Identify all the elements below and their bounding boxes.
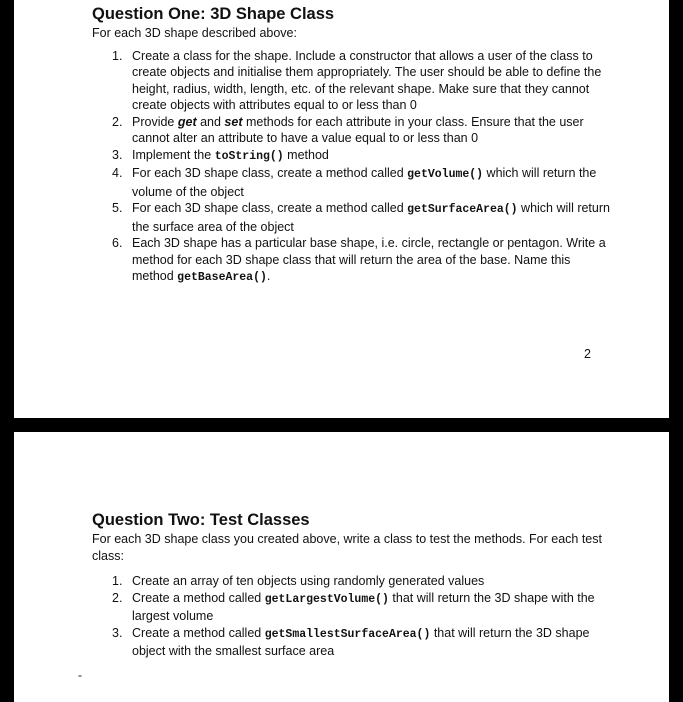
list-item-number: 1. bbox=[112, 574, 123, 588]
method-name: toString() bbox=[214, 149, 284, 163]
item-text: which will return the surface area of the object bbox=[132, 201, 610, 234]
list-item-number: 4. bbox=[112, 166, 123, 180]
item-text: methods for each attribute in your class. Ensure that the user cannot alter an attribute to have a value equal to or less than 0 bbox=[132, 114, 584, 145]
item-text: Create a method called bbox=[132, 625, 265, 640]
trailing-mark: - bbox=[78, 668, 82, 682]
list-item bbox=[92, 165, 612, 200]
item-text: Create a method called bbox=[132, 590, 265, 605]
item-text: method bbox=[283, 147, 329, 162]
method-name: getVolume() bbox=[407, 168, 484, 181]
item-text: For each 3D shape class, create a method called bbox=[132, 166, 408, 180]
item-text: Implement the bbox=[132, 147, 215, 162]
item-text: . bbox=[266, 269, 271, 283]
item-text: Create an array of ten objects using randomly generated values bbox=[132, 574, 485, 588]
emphasis-text: get bbox=[177, 114, 197, 129]
question-one-intro: For each 3D shape described above: bbox=[92, 26, 297, 40]
item-text: which will return the volume of the object bbox=[132, 166, 597, 199]
list-item-number: 3. bbox=[112, 147, 123, 162]
item-text: Provide bbox=[132, 114, 178, 129]
list-item bbox=[92, 573, 612, 590]
list-item bbox=[92, 200, 612, 235]
question-one-list bbox=[92, 48, 612, 287]
page-number: 2 bbox=[584, 347, 591, 361]
item-text: that will return the 3D shape object with the smallest surface area bbox=[132, 625, 590, 658]
question-two-section bbox=[92, 510, 612, 660]
item-text: Create a class for the shape. Include a constructor that allows a user of the class to create objects and initialise them appropriately. The user should be able to define the height, radius, width, length, etc. of the relevant shape. Make sure that they cannot create objects with attributes equal to or less than 0 bbox=[132, 48, 602, 112]
list-item bbox=[92, 48, 612, 114]
emphasis-text: set bbox=[224, 114, 243, 129]
list-item-number: 2. bbox=[112, 114, 123, 129]
list-item bbox=[92, 625, 612, 660]
question-two-title: Question Two: Test Classes bbox=[92, 511, 310, 529]
item-text: Each 3D shape has a particular base shape, i.e. circle, rectangle or pentagon. Write a method for each 3D shape class that will return the area of the base. Name this method bbox=[132, 236, 606, 283]
list-item-number: 1. bbox=[112, 48, 123, 63]
list-item bbox=[92, 114, 612, 147]
list-item-number: 3. bbox=[112, 625, 123, 640]
list-item bbox=[92, 235, 612, 287]
method-name: getSmallestSurfaceArea() bbox=[264, 627, 431, 641]
document-page-2 bbox=[14, 432, 669, 702]
method-name: getSurfaceArea() bbox=[407, 203, 518, 216]
question-two-list bbox=[92, 573, 612, 660]
item-text: For each 3D shape class, create a method called bbox=[132, 201, 408, 215]
list-item-number: 6. bbox=[112, 236, 123, 250]
list-item bbox=[92, 590, 612, 625]
method-name: getBaseArea() bbox=[177, 271, 267, 284]
list-item bbox=[92, 147, 612, 166]
item-text: that will return the 3D shape with the largest volume bbox=[132, 590, 595, 623]
question-two-intro: For each 3D shape class you created above, write a class to test the methods. For each test class: bbox=[92, 532, 602, 563]
question-one-section bbox=[92, 4, 612, 287]
item-text: and bbox=[196, 114, 225, 129]
document-page-1 bbox=[14, 0, 669, 418]
list-item-number: 2. bbox=[112, 590, 123, 605]
list-item-number: 5. bbox=[112, 201, 123, 215]
method-name: getLargestVolume() bbox=[264, 592, 389, 606]
question-one-title: Question One: 3D Shape Class bbox=[92, 5, 335, 23]
